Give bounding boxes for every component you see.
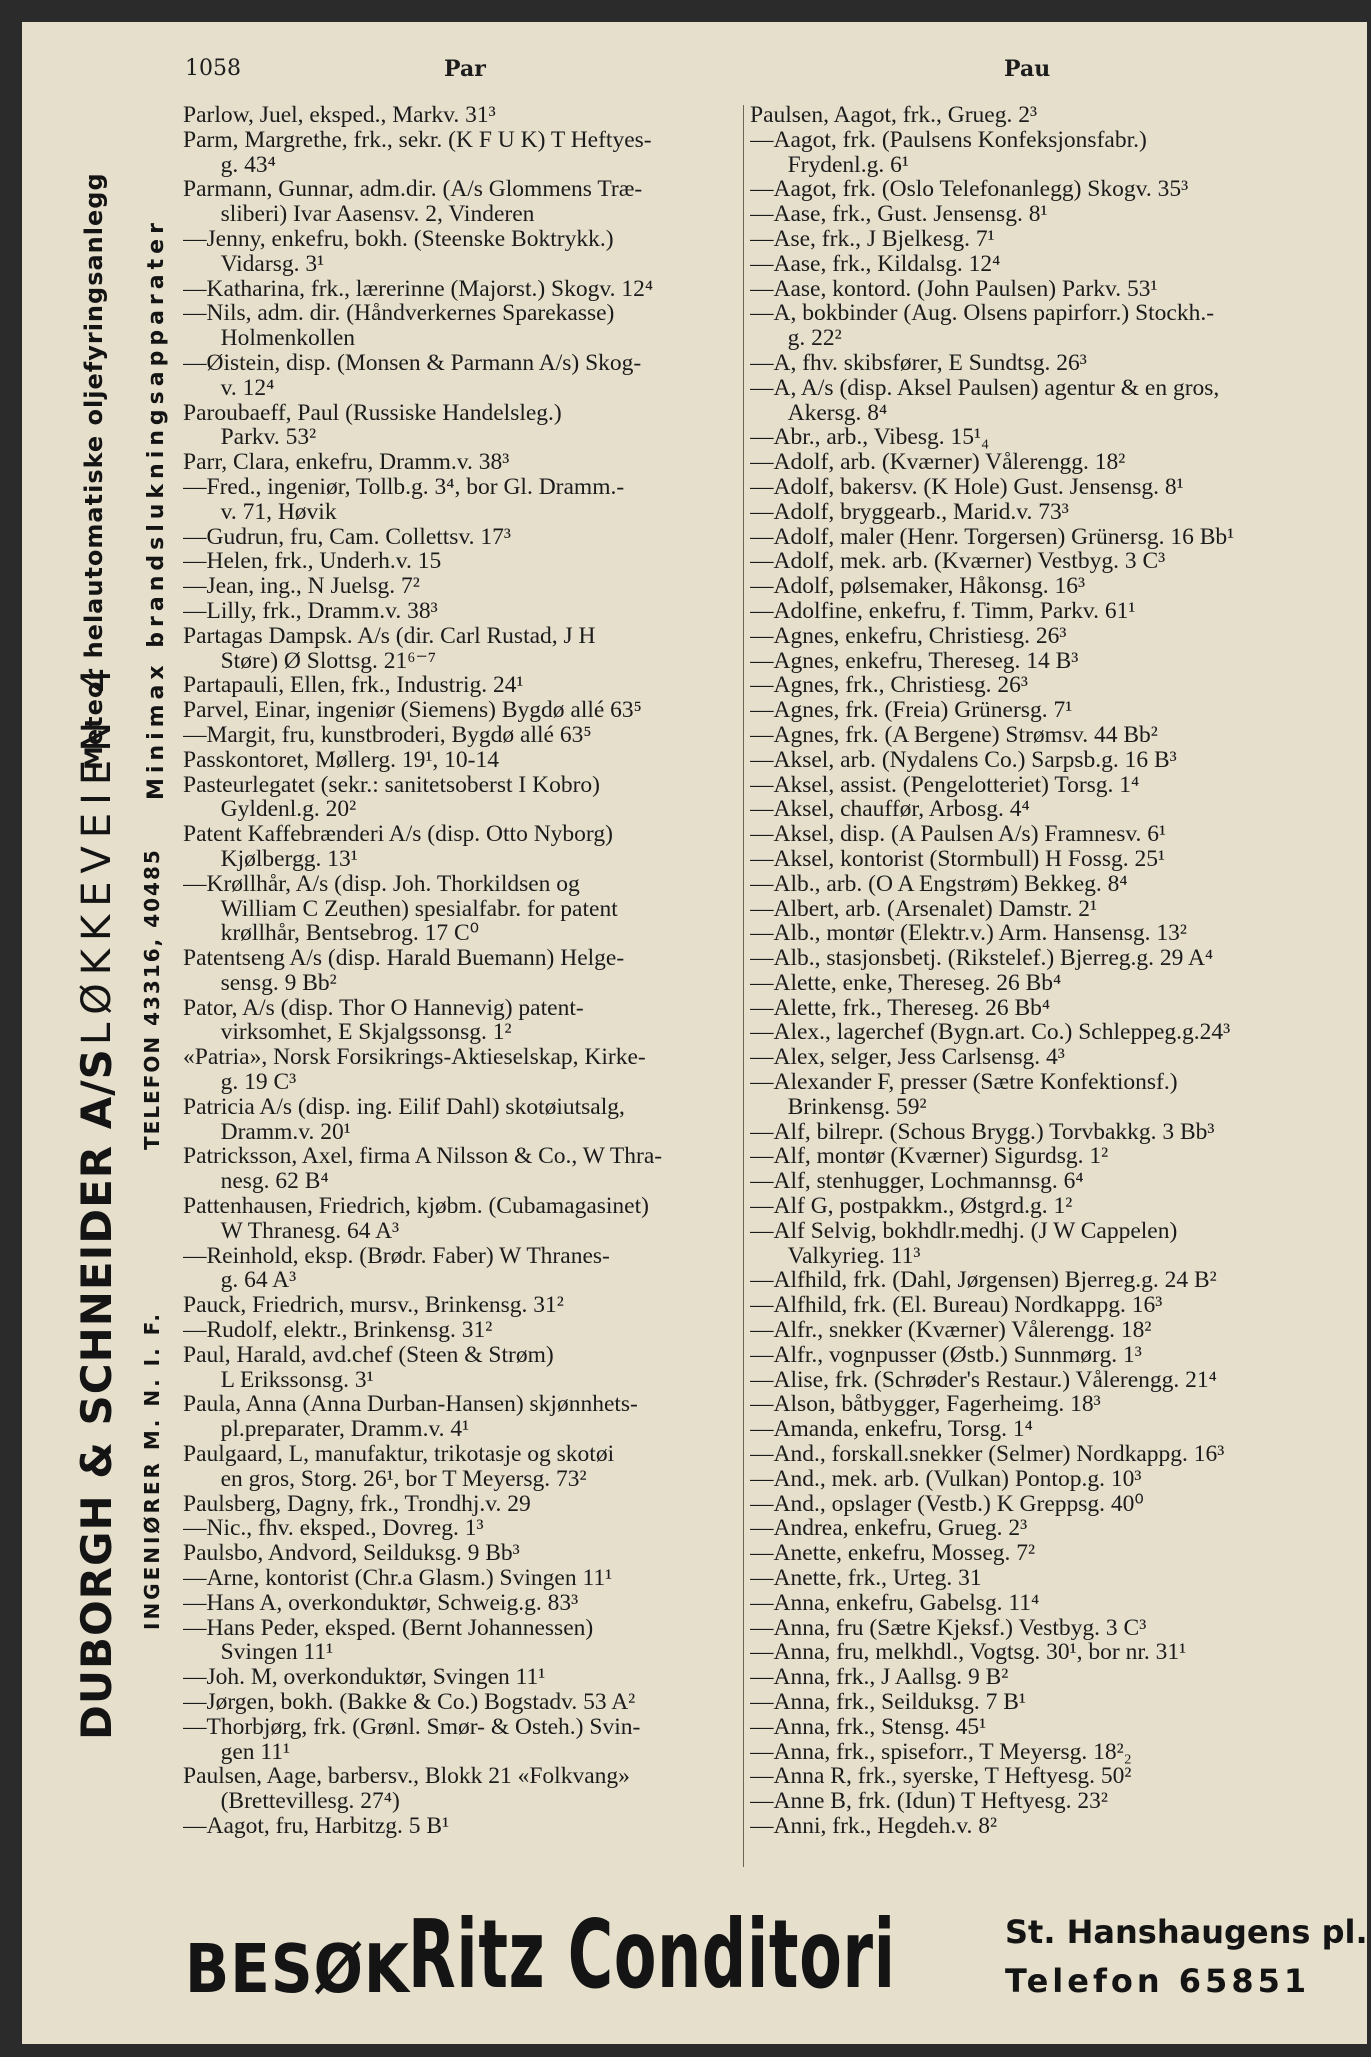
directory-entry-line: gen 11¹ <box>220 1739 291 1765</box>
directory-entry-line: Akersg. 8⁴ <box>787 400 888 426</box>
directory-entry-line: —Alfr., snekker (Kværner) Vålerengg. 18² <box>750 1318 1152 1343</box>
directory-entry-line: —Arne, kontorist (Chr.a Glasm.) Svingen 11¹ <box>183 1566 613 1591</box>
directory-entry-line: —Alfr., vognpusser (Østb.) Sunnmørg. 1³ <box>750 1342 1142 1368</box>
directory-entry-line: Parvel, Einar, ingeniør (Siemens) Bygdø allé 63⁵ <box>183 698 642 723</box>
directory-entry-line: —Alf Selvig, bokhdlr.medhj. (J W Cappelen) <box>750 1218 1178 1244</box>
directory-entry-line: g. 64 A³ <box>220 1268 297 1294</box>
directory-entry-line: —Adolf, maler (Henr. Torgersen) Grünersg. 16 Bb¹ <box>750 524 1235 550</box>
directory-entry-line: —Aksel, assist. (Pengelotteriet) Torsg. 1⁴ <box>750 772 1140 798</box>
directory-entry-line: —Alex, selger, Jess Carlsensg. 4³ <box>750 1045 1065 1071</box>
ad-telefon: TELEFON 43316, 40485 <box>140 848 164 1150</box>
directory-entry-line: —Ase, frk., J Bjelkesg. 7¹ <box>750 226 995 252</box>
directory-entry-line: —A, fhv. skibsfører, E Sundtsg. 26³ <box>750 350 1087 376</box>
directory-entry-line: —Joh. M, overkonduktør, Svingen 11¹ <box>183 1665 546 1690</box>
directory-entry-line: —Aase, kontord. (John Paulsen) Parkv. 53¹ <box>750 276 1158 302</box>
directory-entry-line: —Aksel, kontorist (Stormbull) H Fossg. 25¹ <box>750 846 1166 872</box>
directory-entry-line: Patricia A/s (disp. ing. Eilif Dahl) skotøiutsalg, <box>183 1094 625 1120</box>
directory-entry-line: g. 22² <box>787 326 842 351</box>
directory-entry-line: W Thranesg. 64 A³ <box>220 1218 400 1244</box>
right-column <box>750 103 1315 1839</box>
directory-entry-line: —Anne B, frk. (Idun) T Heftyesg. 23² <box>750 1789 1108 1814</box>
directory-entry-line: Partagas Dampsk. A/s (dir. Carl Rustad, J H <box>183 623 596 649</box>
directory-entry-line: Paulsen, Aage, barbersv., Blokk 21 «Folkvang» <box>183 1764 630 1790</box>
directory-entry-line: —Anna, frk., Stensg. 45¹ <box>750 1714 987 1740</box>
directory-entry-line: Partapauli, Ellen, frk., Industrig. 24¹ <box>183 673 524 699</box>
directory-entry-line: Passkontoret, Møllerg. 19¹, 10-14 <box>183 747 500 773</box>
directory-entry-line: —Aksel, disp. (A Paulsen A/s) Framnesv. 6¹ <box>750 822 1167 847</box>
directory-entry-line: —Nils, adm. dir. (Håndverkernes Sparekasse) <box>183 301 615 327</box>
ad-duborgh-schneider: DUBORGH & SCHNEIDER A/S <box>72 1048 121 1740</box>
directory-entry-line: Vidarsg. 3¹ <box>220 251 325 277</box>
directory-entry-line: —Alfhild, frk. (Dahl, Jørgensen) Bjerreg.g. 24 B² <box>750 1268 1217 1294</box>
directory-entry-line: William C Zeuthen) spesialfabr. for patent <box>220 896 618 922</box>
ad-ingeniorer: INGENIØRER M. N. I. F. <box>140 1311 164 1630</box>
directory-entry-line: —Alson, båtbygger, Fagerheimg. 18³ <box>750 1392 1101 1418</box>
directory-entry-line: —Anna, frk., spiseforr., T Meyersg. 18²₂ <box>750 1739 1132 1765</box>
directory-entry-line: Parm, Margrethe, frk., sekr. (K F U K) T Heftyes- <box>183 127 652 153</box>
ad-location: St. Hanshaugens pl. <box>1005 1913 1368 1951</box>
directory-entry-line: Parlow, Juel, eksped., Markv. 31³ <box>183 103 496 128</box>
directory-entry-line: Patricksson, Axel, firma A Nilsson & Co., W Thra- <box>183 1144 663 1170</box>
directory-entry-line: Brinkensg. 59² <box>787 1094 927 1120</box>
directory-entry-line: g. 19 C³ <box>220 1070 297 1095</box>
directory-entry-line: —Albert, arb. (Arsenalet) Damstr. 2¹ <box>750 896 1098 922</box>
directory-entry-line: krøllhår, Bentsebrog. 17 C⁰ <box>220 921 480 947</box>
directory-entry-line: —Alb., montør (Elektr.v.) Arm. Hansensg. 13² <box>750 921 1187 947</box>
directory-entry-line: —Adolfine, enkefru, f. Timm, Parkv. 61¹ <box>750 598 1136 624</box>
directory-entry-line: —Aagot, fru, Harbitzg. 5 B¹ <box>183 1813 450 1839</box>
directory-entry-line: —Reinhold, eksp. (Brødr. Faber) W Thranes- <box>183 1243 610 1269</box>
directory-entry-line: —Anna, frk., J Aallsg. 9 B² <box>750 1665 1009 1690</box>
directory-entry-line: Pasteurlegatet (sekr.: sanitetsoberst I Kobro) <box>183 772 601 798</box>
directory-entry-line: —Amanda, enkefru, Torsg. 1⁴ <box>750 1417 1033 1443</box>
directory-entry-line: —Aagot, frk. (Paulsens Konfeksjonsfabr.) <box>750 127 1147 153</box>
directory-entry-line: —Anna, fru, melkhdl., Vogtsg. 30¹, bor nr. 31¹ <box>750 1640 1187 1666</box>
directory-entry-line: Paulgaard, L, manufaktur, trikotasje og skotøi <box>183 1442 615 1467</box>
directory-entry-line: —Anna, fru (Sætre Kjeksf.) Vestbyg. 3 C³ <box>750 1615 1147 1641</box>
directory-entry-line: —Anna R, frk., syerske, T Heftyesg. 50² <box>750 1764 1132 1790</box>
directory-entry-line: Paulsberg, Dagny, frk., Trondhj.v. 29 <box>183 1491 531 1517</box>
directory-entry-line: Valkyrieg. 11³ <box>787 1243 921 1269</box>
directory-entry-line: —A, A/s (disp. Aksel Paulsen) agentur & en gros, <box>750 375 1220 401</box>
directory-entry-line: Kjølbergg. 13¹ <box>220 846 358 872</box>
directory-entry-line: —Hans A, overkonduktør, Schweig.g. 83³ <box>183 1590 579 1616</box>
directory-entry-line: —Agnes, enkefru, Christiesg. 26³ <box>750 623 1067 649</box>
header-right-word: Pau <box>1004 56 1051 82</box>
directory-entry-line: —Agnes, frk. (Freia) Grünersg. 7¹ <box>750 698 1073 723</box>
directory-entry-line: —Margit, fru, kunstbroderi, Bygdø allé 63⁵ <box>183 722 592 748</box>
directory-entry-line: —And., mek. arb. (Vulkan) Pontop.g. 10³ <box>750 1466 1142 1492</box>
directory-entry-line: —Alf G, postpakkm., Østgrd.g. 1² <box>750 1194 1073 1219</box>
page-number: 1058 <box>185 56 241 81</box>
ad-ritz-conditori: Ritz Conditori <box>408 1900 896 2010</box>
header-left-word: Par <box>444 56 486 82</box>
directory-entry-line: pl.preparater, Dramm.v. 4¹ <box>220 1417 470 1443</box>
directory-entry-line: g. 43⁴ <box>220 152 276 178</box>
directory-entry-line: Parr, Clara, enkefru, Dramm.v. 38³ <box>183 450 510 475</box>
directory-entry-line: —Abr., arb., Vibesg. 15¹₄ <box>750 425 990 451</box>
directory-entry-line: —Agnes, frk. (A Bergene) Strømsv. 44 Bb² <box>750 722 1158 748</box>
directory-entry-line: sensg. 9 Bb² <box>220 970 337 996</box>
directory-entry-line: Dramm.v. 20¹ <box>220 1119 351 1145</box>
directory-entry-line: —Gudrun, fru, Cam. Collettsv. 17³ <box>183 524 511 550</box>
directory-entry-line: Paul, Harald, avd.chef (Steen & Strøm) <box>183 1342 554 1368</box>
directory-entry-line: —Alette, frk., Thereseg. 26 Bb⁴ <box>750 995 1051 1021</box>
directory-entry-line: —Aksel, arb. (Nydalens Co.) Sarpsb.g. 16 B³ <box>750 747 1177 773</box>
directory-entry-line: —Adolf, bryggearb., Marid.v. 73³ <box>750 499 1069 525</box>
directory-entry-line: —Alex., lagerchef (Bygn.art. Co.) Schleppeg.g.24³ <box>750 1020 1231 1046</box>
directory-entry-line: —Alfhild, frk. (El. Bureau) Nordkappg. 16³ <box>750 1293 1163 1319</box>
directory-entry-line: Parkv. 53² <box>220 425 317 451</box>
directory-entry-line: —Agnes, frk., Christiesg. 26³ <box>750 673 1028 699</box>
column-divider <box>743 105 744 1867</box>
directory-entry-line: —Alb., stasjonsbetj. (Rikstelef.) Bjerreg.g. 29 A⁴ <box>750 946 1214 971</box>
directory-entry-line: Paroubaeff, Paul (Russiske Handelsleg.) <box>183 400 562 426</box>
directory-entry-line: —And., forskall.snekker (Selmer) Nordkappg. 16³ <box>750 1442 1225 1467</box>
directory-entry-line: —Aase, frk., Kildalsg. 12⁴ <box>750 251 1001 277</box>
directory-entry-line: Paulsen, Aagot, frk., Grueg. 2³ <box>750 103 1038 128</box>
directory-entry-line: —Alise, frk. (Schrøder's Restaur.) Vålerengg. 21⁴ <box>750 1367 1217 1393</box>
directory-entry-line: —Anni, frk., Hegdeh.v. 8² <box>750 1813 998 1839</box>
directory-entry-line: —Lilly, frk., Dramm.v. 38³ <box>183 598 438 624</box>
directory-entry-line: —Helen, frk., Underh.v. 15 <box>183 549 442 575</box>
directory-entry-line: —Jean, ing., N Juelsg. 7² <box>183 574 420 599</box>
ad-minimax: Minimax brandslukningsapparater <box>144 218 169 800</box>
directory-entry-line: —Adolf, pølsemaker, Håkonsg. 16³ <box>750 574 1086 599</box>
directory-entry-line: Parmann, Gunnar, adm.dir. (A/s Glommens Træ- <box>183 177 643 203</box>
directory-entry-line: (Brettevillesg. 27⁴) <box>220 1789 400 1814</box>
directory-entry-line: —Anna, enkefru, Gabelsg. 11⁴ <box>750 1590 1040 1616</box>
directory-entry-line: Paula, Anna (Anna Durban-Hansen) skjønnhets- <box>183 1392 638 1418</box>
directory-entry-line: —Adolf, bakersv. (K Hole) Gust. Jensensg. 8¹ <box>750 474 1184 500</box>
directory-entry-line: Pator, A/s (disp. Thor O Hannevig) patent- <box>183 995 584 1021</box>
directory-entry-line: —Andrea, enkefru, Grueg. 2³ <box>750 1516 1028 1542</box>
directory-entry-line: nesg. 62 B⁴ <box>220 1169 329 1195</box>
directory-entry-line: —Jørgen, bokh. (Bakke & Co.) Bogstadv. 53 A² <box>183 1690 636 1715</box>
directory-entry-line: —Thorbjørg, frk. (Grønl. Smør- & Osteh.) Svin- <box>183 1714 641 1740</box>
directory-entry-line: —Alexander F, presser (Sætre Konfektionsf.) <box>750 1070 1178 1095</box>
directory-entry-line: Patent Kaffebrænderi A/s (disp. Otto Nyborg) <box>183 822 613 847</box>
directory-entry-line: Svingen 11¹ <box>220 1640 334 1666</box>
directory-entry-line: L Erikssonsg. 3¹ <box>220 1367 374 1393</box>
directory-entry-line: —Anette, enkefru, Mosseg. 7² <box>750 1541 1036 1567</box>
directory-entry-line: sliberi) Ivar Aasensv. 2, Vinderen <box>220 202 535 227</box>
directory-entry-line: —Aagot, frk. (Oslo Telefonanlegg) Skogv. 35³ <box>750 177 1189 203</box>
directory-entry-line: —Alf, stenhugger, Lochmannsg. 6⁴ <box>750 1169 1084 1195</box>
directory-entry-line: Patentseng A/s (disp. Harald Buemann) Helge- <box>183 946 625 971</box>
directory-entry-line: en gros, Storg. 26¹, bor T Meyersg. 73² <box>220 1466 587 1492</box>
ad-phone: Telefon 65851 <box>1005 1962 1311 2000</box>
directory-entry-line: Pattenhausen, Friedrich, kjøbm. (Cubamagasinet) <box>183 1194 649 1219</box>
directory-entry-line: Gyldenl.g. 20² <box>220 797 357 823</box>
directory-entry-line: Holmenkollen <box>220 326 356 351</box>
left-column <box>183 103 745 1839</box>
directory-entry-line: —Adolf, arb. (Kværner) Vålerengg. 18² <box>750 450 1126 475</box>
directory-entry-line: Paulsbo, Andvord, Seilduksg. 9 Bb³ <box>183 1541 520 1567</box>
directory-entry-line: —Agnes, enkefru, Thereseg. 14 B³ <box>750 648 1079 674</box>
directory-entry-line: —Rudolf, elektr., Brinkensg. 31² <box>183 1318 493 1343</box>
directory-entry-line: —Adolf, mek. arb. (Kværner) Vestbyg. 3 C³ <box>750 549 1166 575</box>
directory-entry-line: v. 71, Høvik <box>220 499 337 525</box>
directory-entry-line: —And., opslager (Vestb.) K Greppsg. 40⁰ <box>750 1491 1144 1517</box>
directory-entry-line: —Nic., fhv. eksped., Dovreg. 1³ <box>183 1516 484 1542</box>
directory-entry-line: —Anna, frk., Seilduksg. 7 B¹ <box>750 1690 1026 1715</box>
directory-entry-line: Pauck, Friedrich, mursv., Brinkensg. 31² <box>183 1293 564 1319</box>
directory-entry-line: —Alette, enke, Thereseg. 26 Bb⁴ <box>750 970 1062 996</box>
directory-entry-line: —Jenny, enkefru, bokh. (Steenske Boktrykk.) <box>183 226 614 252</box>
directory-entry-line: —Anette, frk., Urteg. 31 <box>750 1566 982 1591</box>
directory-entry-line: —Hans Peder, eksped. (Bernt Johannessen) <box>183 1615 594 1641</box>
directory-entry-line: Støre) Ø Slottsg. 21⁶⁻⁷ <box>220 648 437 674</box>
directory-entry-line: —Katharina, frk., lærerinne (Majorst.) Skogv. 12⁴ <box>183 276 654 302</box>
directory-entry-line: —Aase, frk., Gust. Jensensg. 8¹ <box>750 202 1048 227</box>
ad-meteor: Meteor helautomatiske oljefyringsanlegg <box>80 172 108 770</box>
directory-entry-line: —Fred., ingeniør, Tollb.g. 3⁴, bor Gl. Dramm.- <box>183 474 625 500</box>
directory-entry-line: —Krøllhår, A/s (disp. Joh. Thorkildsen og <box>183 871 580 897</box>
directory-entry-line: Frydenl.g. 6¹ <box>787 152 909 178</box>
directory-entry-line: —Alf, bilrepr. (Schous Brygg.) Torvbakkg. 3 Bb³ <box>750 1119 1215 1145</box>
directory-entry-line: «Patria», Norsk Forsikrings-Aktieselskap, Kirke- <box>183 1045 646 1071</box>
directory-entry-line: —A, bokbinder (Aug. Olsens papirforr.) Stockh.- <box>750 301 1215 327</box>
ad-besok: BESØK <box>185 1930 410 2009</box>
directory-entry-line: virksomhet, E Skjalgssonsg. 1² <box>220 1020 512 1046</box>
directory-entry-line: v. 12⁴ <box>220 375 275 401</box>
ad-lokkeveien: LØKKEVEIEN 4 <box>74 659 120 1045</box>
directory-entry-line: —Alb., arb. (O A Engstrøm) Bekkeg. 8⁴ <box>750 871 1128 897</box>
directory-entry-line: —Øistein, disp. (Monsen & Parmann A/s) Skog- <box>183 350 642 376</box>
directory-entry-line: —Aksel, chauffør, Arbosg. 4⁴ <box>750 797 1030 823</box>
directory-entry-line: —Alf, montør (Kværner) Sigurdsg. 1² <box>750 1144 1109 1170</box>
